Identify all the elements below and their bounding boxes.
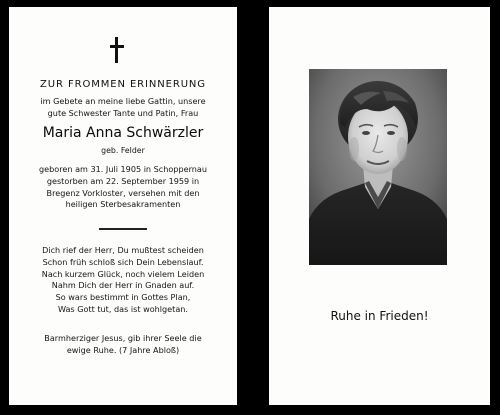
farewell-text: Ruhe in Frieden! [330, 309, 429, 323]
life-dates-text [9, 164, 237, 211]
memorial-photo-card [269, 7, 490, 405]
poem-line: So wars bestimmt in Gottes Plan, [55, 292, 191, 303]
maiden-name: geb. Felder [101, 146, 145, 155]
dedication-line: im Gebete an meine liebe Gattin, unsere [40, 96, 206, 106]
poem-line: Was Gott tut, das ist wohlgetan. [57, 303, 188, 314]
portrait-photo [309, 69, 447, 265]
deceased-name: Maria Anna Schwärzler [42, 125, 204, 141]
section-divider [99, 228, 147, 230]
memorial-heading: ZUR FROMMEN ERINNERUNG [40, 79, 206, 90]
closing-prayer [9, 333, 237, 357]
dates-line: heiligen Sterbesakramenten [65, 199, 181, 210]
dates-line: geboren am 31. Juli 1905 in Schoppernau [39, 164, 207, 174]
portrait-image [309, 69, 447, 265]
prayer-line: Barmherziger Jesus, gib ihrer Seele die [44, 333, 202, 343]
dedication-line: gute Schwester Tante und Patin, Frau [47, 107, 199, 118]
poem-line: Nahm Dich der Herr in Gnaden auf. [51, 280, 195, 291]
cross-icon [110, 37, 124, 65]
prayer-line: ewige Ruhe. (7 Jahre Abloß) [66, 344, 180, 355]
memorial-poem [9, 245, 237, 316]
dates-line: Bregenz Vorkloster, versehen mit den [46, 187, 200, 198]
poem-line: Nach kurzem Glück, noch vielem Leiden [41, 268, 205, 279]
poem-line: Dich rief der Herr, Du mußtest scheiden [42, 245, 204, 255]
poem-line: Schon früh schloß sich Dein Lebenslauf. [42, 256, 204, 267]
memorial-text-card [9, 7, 237, 405]
dates-line: gestorben am 22. September 1959 in [46, 175, 200, 186]
dedication-text [9, 96, 237, 120]
